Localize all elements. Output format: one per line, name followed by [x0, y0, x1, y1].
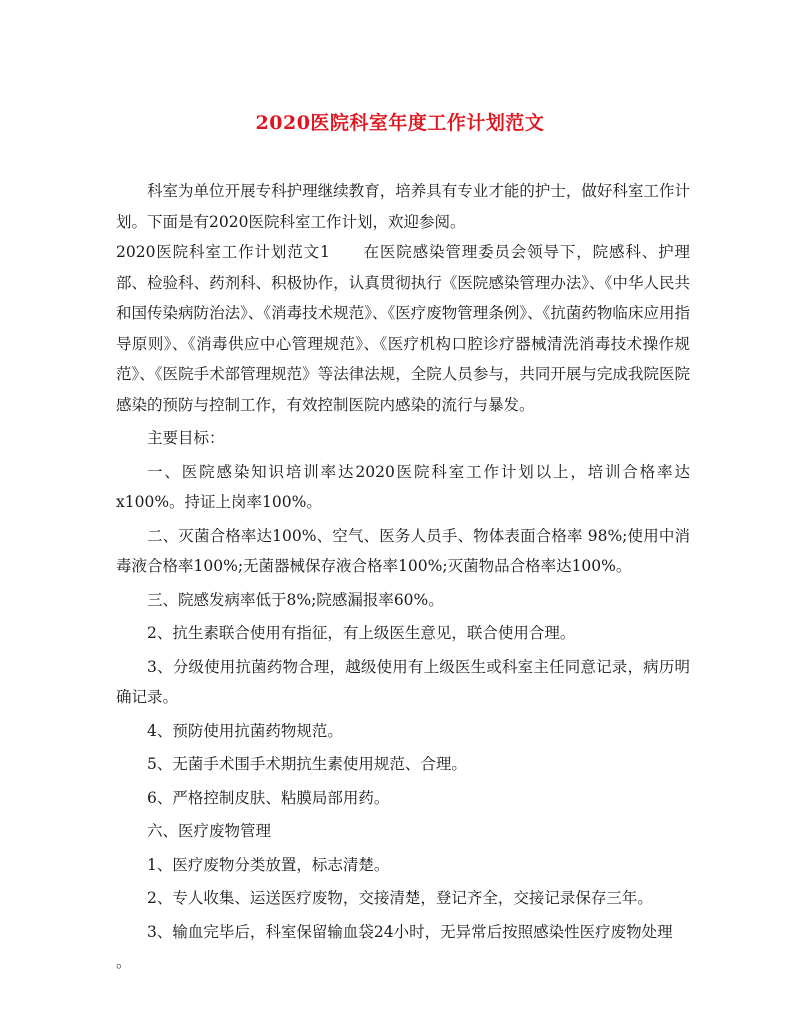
antibiotic-item-4: 4、预防使用抗菌药物规范。 — [147, 721, 343, 740]
antibiotic-item-3: 3、分级使用抗菌药物合理，越级使用有上级医生或科室主任同意记录，病历明确记录。 — [116, 657, 690, 706]
intro-paragraph: 科室为单位开展专科护理继续教育，培养具有专业才能的护士，做好科室工作计划。下面是有2020医院科室工作计划，欢迎参阅。 — [116, 182, 690, 231]
goal-item-2: 二、灭菌合格率达100%、空气、医务人员手、物体表面合格率 98%;使用中消毒液合格率100%;无菌器械保存液合格率100%;灭菌物品合格率达100%。 — [116, 526, 690, 575]
goals-heading: 主要目标： — [147, 429, 225, 447]
plan-paragraph: 2020医院科室工作计划范文1 在医院感染管理委员会领导下，院感科、护理部、检验科、药剂科、积极协作，认真贯彻执行《医院感染管理办法》、《中华人民共和国传染病防治法》、《消毒技术规范》、《医疗废物管理条例》、《抗菌药物临床应用指导原则》、《消毒供应中心管理规范》、《医疗机构口腔诊疗器械清洗消毒技术操作规范》、《医院手术部管理规范》等法律法规，全院人员参与，共同开展与完成我院医院感染的预防与控制工作，有效控制医院内感染的流行与暴发。 — [116, 243, 690, 414]
antibiotic-item-6: 6、严格控制皮肤、粘膜局部用药。 — [147, 788, 390, 807]
antibiotic-item-5: 5、无菌手术围手术期抗生素使用规范、合理。 — [147, 755, 467, 773]
document-title: 2020医院科室年度工作计划范文 — [255, 112, 545, 134]
antibiotic-item-2: 2、抗生素联合使用有指征，有上级医生意见，联合使用合理。 — [147, 624, 576, 642]
goal-item-1: 一、医院感染知识培训率达2020医院科室工作计划以上，培训合格率达x100%。持证上岗率100%。 — [116, 462, 690, 511]
document-body — [116, 176, 690, 977]
goal-item-3: 三、院感发病率低于8%;院感漏报率60%。 — [147, 590, 444, 609]
waste-item-1: 1、医疗废物分类放置，标志清楚。 — [147, 855, 390, 874]
waste-item-2: 2、专人收集、运送医疗废物，交接清楚，登记齐全，交接记录保存三年。 — [147, 889, 653, 907]
waste-item-3: 3、输血完毕后，科室保留输血袋24小时，无异常后按照感染性医疗废物处理 — [147, 922, 673, 941]
waste-heading: 六、医疗废物管理 — [147, 822, 272, 840]
trailing-period: 。 — [116, 953, 132, 971]
